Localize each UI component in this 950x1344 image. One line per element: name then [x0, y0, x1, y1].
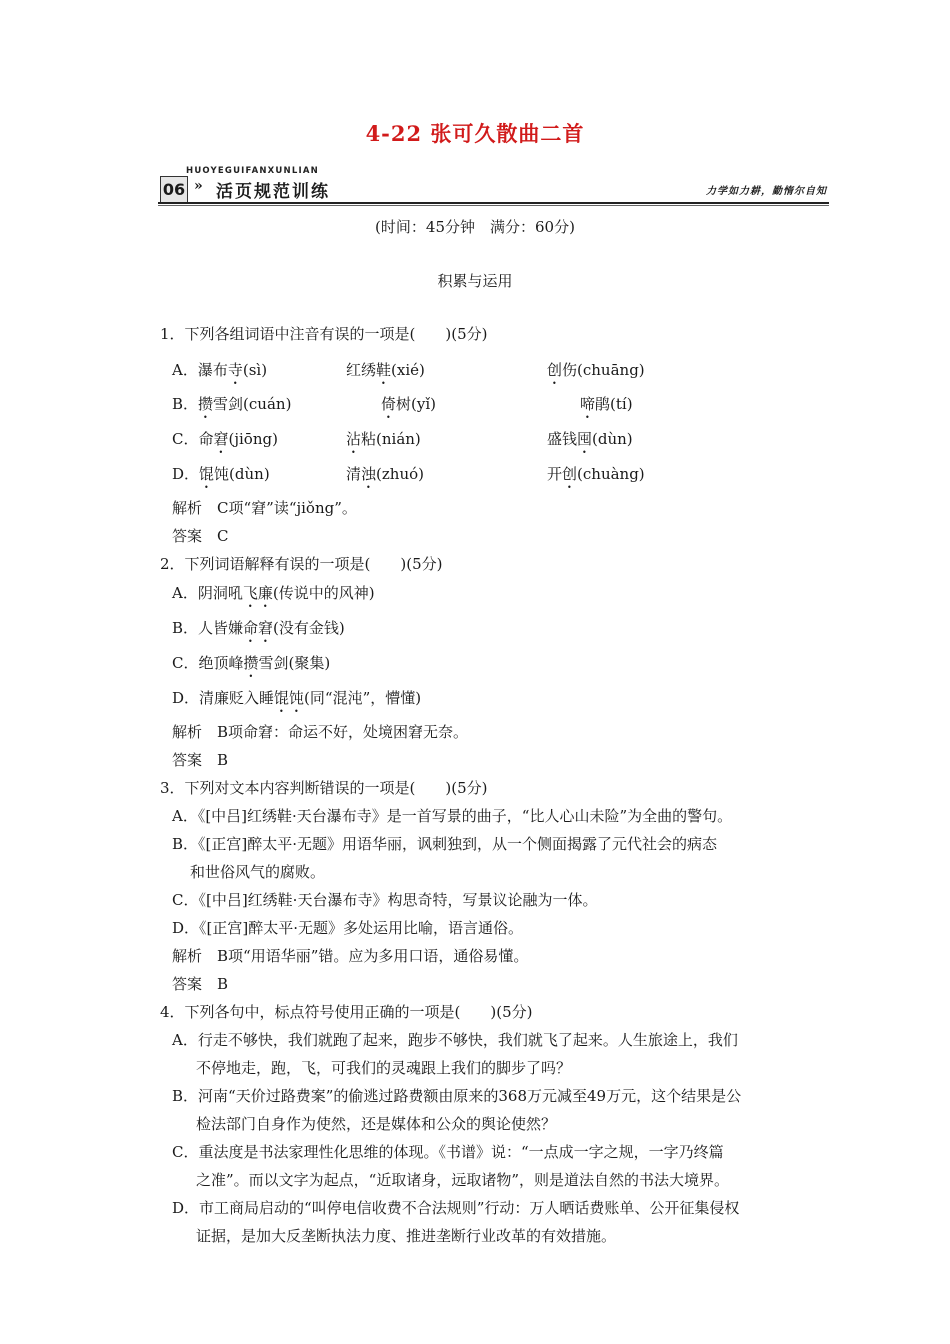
- q4-line: 不停地走，跑，飞，可我们的灵魂跟上我们的脚步了吗？: [196, 1059, 572, 1077]
- double-arrow-icon: »: [194, 178, 203, 194]
- q1-a2: 红绣鞋(xié): [346, 361, 425, 379]
- question-3-stem: 3．下列对文本内容判断错误的一项是( )(5分): [160, 779, 488, 797]
- q1-b2: 倚树(yǐ): [381, 395, 436, 413]
- question-2-stem: 2．下列词语解释有误的一项是( )(5分): [160, 555, 443, 573]
- q4-line: 检法部门自身作为使然，还是媒体和公众的舆论使然？: [196, 1115, 557, 1133]
- q1-answer: 答案 C: [172, 527, 229, 545]
- q2-option-a: A．阴洞吼飞廉(传说中的风神): [172, 584, 375, 602]
- q1-c3: 盛钱囤(dùn): [547, 430, 633, 448]
- banner-pinyin: HUOYEGUIFANXUNLIAN: [186, 166, 319, 176]
- q2-answer: 答案 B: [172, 751, 229, 769]
- q4-line: 之准”。而以文字为起点，“近取诸身，远取诸物”，则是道法自然的书法大境界。: [196, 1171, 730, 1189]
- q2-option-c: C．绝顶峰攒雪剑(聚集): [172, 654, 331, 672]
- banner-rule-thin: [158, 205, 829, 206]
- q4-line: C．重法度是书法家理性化思维的体现。《书谱》说：“一点成一字之规，一字乃终篇: [172, 1143, 724, 1161]
- q4-line: 证据，是加大反垄断执法力度、推进垄断行业改革的有效措施。: [196, 1227, 617, 1245]
- section-heading: 积累与运用: [437, 272, 513, 290]
- question-4-stem: 4．下列各句中，标点符号使用正确的一项是( )(5分): [160, 1003, 533, 1021]
- banner-title: 活页规范训练: [216, 182, 330, 202]
- question-1-stem: 1．下列各组词语中注音有误的一项是( )(5分): [160, 325, 488, 343]
- q3-answer: 答案 B: [172, 975, 229, 993]
- section-banner: [158, 166, 829, 206]
- q3-analysis: 解析 B项“用语华丽”错。应为多用口语，通俗易懂。: [172, 947, 529, 965]
- q1-d2: 清浊(zhuó): [346, 465, 424, 483]
- q4-line: A．行走不够快，我们就跑了起来，跑步不够快，我们就飞了起来。人生旅途上，我们: [172, 1031, 738, 1049]
- q3-line: B．《[正宫]醉太平·无题》用语华丽，讽刺独到，从一个侧面揭露了元代社会的病态: [172, 835, 717, 853]
- q1-a3: 创伤(chuāng): [547, 361, 645, 379]
- banner-motto: 力学如力耕，勤惰尔自知: [706, 186, 827, 197]
- q3-line: 和世俗风气的腐败。: [190, 863, 326, 881]
- q2-analysis: 解析 B项命窘：命运不好，处境困窘无奈。: [172, 723, 469, 741]
- q4-line: B．河南“天价过路费案”的偷逃过路费额由原来的368万元减至49万元，这个结果是公: [172, 1087, 742, 1105]
- q2-option-b: B．人皆嫌命窘(没有金钱): [172, 619, 345, 637]
- q4-line: D．市工商局启动的“叫停电信收费不合法规则”行动：万人晒话费账单、公开征集侵权: [172, 1199, 740, 1217]
- banner-number: 06: [160, 176, 188, 203]
- q3-line: D．《[正宫]醉太平·无题》多处运用比喻，语言通俗。: [172, 919, 524, 937]
- banner-rule: [158, 202, 829, 204]
- q1-c1: C．命窘(jiōng): [172, 430, 278, 448]
- q1-b1: B．攒雪剑(cuán): [172, 395, 292, 413]
- q1-b3: 啼鹃(tí): [580, 395, 633, 413]
- q1-d1: D．馄饨(dùn): [172, 465, 270, 483]
- q1-c2: 沾粘(nián): [346, 430, 421, 448]
- q2-option-d: D．清廉贬入睡馄饨(同“混沌”，懵懂): [172, 689, 422, 707]
- q1-analysis: 解析 C项“窘”读“jiǒng”。: [172, 499, 357, 517]
- q3-line: C．《[中吕]红绣鞋·天台瀑布寺》构思奇特，写景议论融为一体。: [172, 891, 598, 909]
- q3-line: A．《[中吕]红绣鞋·天台瀑布寺》是一首写景的曲子，“比人心山未险”为全曲的警句。: [172, 807, 733, 825]
- q1-a1: A．瀑布寺(sì): [172, 361, 268, 379]
- q1-d3: 开创(chuàng): [547, 465, 645, 483]
- page-title: 4-22 张可久散曲二首: [365, 121, 585, 146]
- time-info: (时间：45分钟 满分：60分): [375, 218, 575, 236]
